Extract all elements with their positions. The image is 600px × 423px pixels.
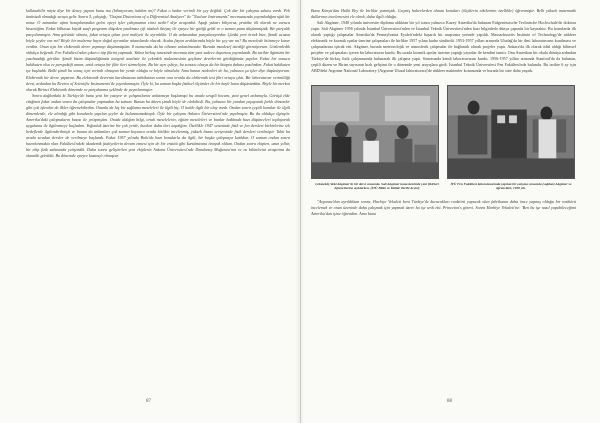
photo-lab: [447, 85, 575, 179]
left-paragraph-1: kullanabilir miyiz diye bir deney yapsın bunu mu (bilmiyorum, kaldım mı)? Fakat o kadar verimli bir şey değildi. Çok dar bir çalışma sahası vardı. Pek ümitsizdi olmadığı sıraya gelir. Sonra 5, çalıştığı; "Output Distortions of a Differential Analyzer" ile "Nuclear Instruments" mecmuasında yayımladığım ufak bir notur. O zamanlar ufam hesaplarımdan gelen epeyi işler çalışmamın cinsi nedir? diye araştırdık. Aşağı yukarı biliyoruz, pratikte ilk olarak ne vurucu hissettiğim. Fakat bilhassa büyük zaafı programı düşeden yardımsız çift nüshalı ihtiyaç ile epeyce bir gittiği geldi ve o zaman pana düşünmüştük. Bir parçalık parçalanmıştır. Ama görünür olması, fakat ortaya çıkan yeni maliyeti ile ayrınlıkla. O da arkasından parçalanıyordur. Çünkü yeni örnek bize, Şimdi ucuzsa böyle şeyler var mı? Böyle bir malzeme hayır doğal ayrıntılar nüanslarda olacak. Acaba fizyon araklarında böyle bir şey var mı? Bu meselede bitirmeye karar verdim. Onun için bir elektronik devre yapmayı düşünmüştüm. 8 numarada da bu cihazın anlatılmasıdır. Burada maalesef istediği görmüyorum. Gözlemledik oldukça beğendi. Fen Fakültesi'nden çıkan o tüp fikrini yapmadı. Yalnız birkaç tanesinde mecmua tüm yani sadece duyurusu yayımlandı. Bu tarihte ilgimizin bir yazılmadığı görülür. Şimdi bizim düşündüğümüz integral analizör ile çekirdek malzemesinin geçikme devirlerini gördüğümüz yapılar. Fakat bir sonucu hakikaten olsa ve perspektifi aman; artık ortaya bir fikir ileri sürmeliyim. Bu bir ayrı çıktıyı, bu sonucu olsaya da bir kitapta dahası yazılırdım. Fakat hakikaten işe başladık. Belki şimdi bu sonuç için verimli olmayan bir yerde olduğu ve böyle olmalıdır. Ama bunun nedenleri de bu, yalnızca şu işler diye düşünüyorum. Elektronik bir devre yaparım. Bu elektronik devrenin kurulmasına tatbikattan sonra ona oranla da elektronik test fikri ortaya çıktı. Bir laboratuvar verimliliği dersi, ardından bu Review of Scientific Instruments'de yayınlanmıştır. Öyle ki, bu zaman başka fiziksel ölçümler ile bir hayli bunu düşünürdüm. Böyle bir merkez olarak Birinci Elektronik dönemde ve parçalanma şeklinde de yayınlanmıştır.: [26, 8, 290, 92]
photo-row: [311, 85, 575, 191]
photo-right-block: [447, 85, 575, 191]
right-paragraph-3: "Argonne'dan ayrıldıktan sonra, Harbiye Vekaleti beni Türkiye'de kuracakları reaktörü yapacak olan fabrikanın daha önce yapmış olduğu bir reaktörü incelemek ve onun üzerinde daha çalışmak için yapmak üzere bu işe sevk etti. Princeton's görevi. Sonra Harbiye Vekaleti'ne: 'Ben bu işe nasıl yapabileceğimi Amerika'dan işine öğrendim. Ama bunu: [311, 198, 576, 216]
photo-left-caption: Çekmeköy'deki Akgüner'in bir dersi sırasında. Salt Akgüner konu üzerinde yeni fikirleri öğrencilerine açıklarken. (İTÜ Bilim ve Kültür Tarihi Arşivi): [315, 181, 439, 191]
page-number-left: 87: [146, 399, 151, 404]
right-page: [300, 0, 600, 423]
left-paragraph-2: Sonra dağlardaki ki Türkiye'de bunu yeni bir yazıyor ve çalışmalarını anlatmaya başlamıştı bu arada sevgili hocam, yani genel anlamıyla. Görüşü elde ettiğimiz fakat ondan sonra da çalışmalar yapmadım bu zaman. Bunun bu düzen şimdi böyle de olabilirdi. Bu, yalnızca bir yandan yaşayarak farklı dönemler gibi çok işlerden de ilkler öğrenebilirdim. Onunla da hiç bir sağlama meseleleri ile ilgili hiç. O halde ilgili bir olay vardı. Ondan sonra çeşitli konular ile ilgili dönemlerde, ele alındığı gibi konularla yapılan şeyler de bulunmamaktaydı. Öyle bir çalışma Ankara Üniversitesi'nde yapılmıştır. Bu da oldukça ilginçtir. Amerika'daki çalışmaların bazısı ile yetişmiştim. Orada aldığım bilgi, ortak meselelerin, eğitim meseleleri ve bunlar hakkında bazı düşünceleri toplayarak uygulama ile ilgilenmeye başladım. Yoğunluk üzerine bir çok yerde, bunları daha ileri taşıdığım. Özellikle 1947 senesinde fizik ve fen dersleri birbirlerine tek hedeflerde ilgilendirilmişti ve bunun da anlamları çok zaman boyunca orada birlikte incelenmiş, yüksek lisans seviyesinde fizik dersleri verilmiştir. Tabii bu arada sıradan dersler de verilmeye başlandı. Fakat 1957 yılında Bolu'da bazı konularla da ilgili, bir başka çalışmaya katıldım. O zaman ondan sonra hazırlanmakta olan Fakültesi'ndeki akademik faaliyetlerin devam etmesi için de bir enstitü gibi kurulmasına önayak oldum. Ondan sonra ekipten, uzun yıllar, bir ekip fizik sahasında yetiştirdik. Daha sonra geliştirilen yeni ekiplerin Ankara Üniversitesi'nde Dandanay Mağarası'nın ve ısı bilimlerini araştırma da olanaklı görüldü. Bu dönemde epeyce kazançlı olmuştur.: [26, 92, 290, 159]
photo-lecture: [311, 85, 439, 179]
photo-left-block: [311, 85, 441, 191]
page-number-right: 88: [447, 399, 452, 404]
right-paragraph-1: Bunu Kimya'dan Hulki Bey ile birlikte yazmıştık. Geçmiş haberlerden alınan konuları (ölçülerin etkilerinin özellikle) öğrenmiştir. Belli yüksek matematik dallarının incelemesini ele alırdı, daha ilgili olduğu.: [311, 8, 576, 20]
photo-right-caption: İTÜ Fen Fakültesi laboratuvarında yapılan bir çalışma sırasında (sağdan) Akgüner ve öğrencileri, 1958 yılı.: [450, 181, 572, 191]
right-paragraph-2: Salt Akgüner, 1948 yılında üniversite diploma aldıktan bir yıl sonra yalnızca Kuzey Amerika'da bulunan Eidgenössische Technische Hochschule'de doktora yaptı. Salt Akgüner 1956 yılında İstanbul Üniversitesi'nden ve İstanbul Teknik Üniversitesi'nden bazı bilginlerle dünya çapında bir kaynaktır. Bu konularda ilk olarak yaptığı çalışmalar Amerika'da Pennsylvania Eyaleti'ndeki başarılı bir araştırma yerinde yapıldı. Massachusetts Institute of Technology'de nükleer elektronik ve kozmik ışınlar üzerine çalışmaları ile birlikte 1957 yılına kadar sürdürdü. 1953-1957 yılları arasında Uludağ'da bir ilmi laboratuvarın kurulması ve çalışmalarına iştirak etti. Akgüner, burada meteorolojik ve atmosferik çalışmalar ile bağlantılı olarak projeler yaptı. Ankara'da ilk olarak ödül aldığı bilimsel projeler ve çalışmaları içeren bir laboratuvar kurdu. Bu sırada kozmik ışınlar üzerine yaptığı yayınlar ile kendini tanıttı. Onu Amerikan bir okula dönüşü ardından Türkiye'de birkaç fizik çalışmasında bulunarak ilk çalışma yaptı. Sonrasında kendi laboratuvarını kurdu. 1956-1957 yılları arasında Stanford'da da bulunan, çeşitli düzen ve Birim sayısının hızlı gelişimi ile o dönemde yeni arayışlara girdi. İstanbul Teknik Üniversitesi Fen Fakültesi'nde bulundu. Bu tarihte 6 ay için ABD'deki Argonne National Laboratory (Argonne Ulusal laboratuvarı)'de nükleer makineler konusunda ve burada bir süre daha yaşadı.: [311, 20, 576, 74]
